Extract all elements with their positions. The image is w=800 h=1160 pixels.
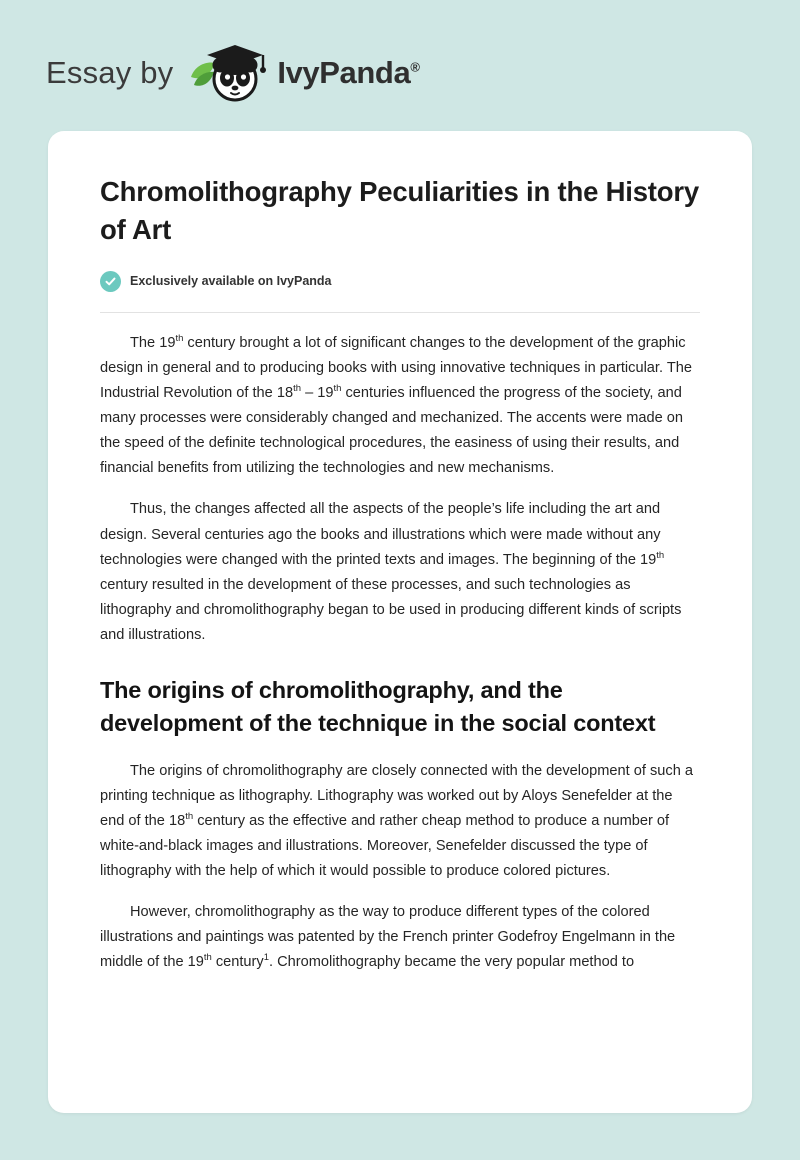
brand-name-text: IvyPanda: [277, 55, 411, 90]
document-card: [48, 131, 752, 1113]
brand-name-label: [277, 55, 419, 91]
paragraph-4: However, chromolithography as the way to produce different types of the colored illustrations and paintings was patented by the French printer Godefroy Engelmann in the middle of the 19th century$^1$. Chromolithography became the very popular method to: [100, 904, 676, 971]
title-divider: [100, 312, 700, 313]
exclusive-badge: [100, 271, 700, 292]
paragraph-1: The 19th century brought a lot of significant changes to the development of the graphic design in general and to producing books with using innovative techniques in particular. The Industrial Revolution of the 18th – 19th centuries influenced the progress of the society, and many processes were considerably changed and mechanized. The accents were made on the speed of the definite technological procedures, the easiness of using their results, and financial benefits from utilizing the technologies and new mechanisms.: [100, 333, 692, 477]
check-circle-icon: [100, 271, 121, 292]
ivypanda-logo[interactable]: [185, 41, 419, 105]
exclusive-badge-label: Exclusively available on IvyPanda: [130, 274, 332, 289]
paragraph-2: Thus, the changes affected all the aspects of the people’s life including the art and design. Several centuries ago the books and illustrations which were made without any technologies were changed with the printed texts and images. The beginning of the 19th century resulted in the development of these processes, and such technologies as lithography and chromolithography began to be used in producing different kinds of scripts and illustrations.: [100, 501, 682, 643]
panda-graduation-cap-logo-icon: [185, 41, 271, 105]
paragraph-3: The origins of chromolithography are closely connected with the development of such a printing technique as lithography. Lithography was worked out by Aloys Senefelder at the end of the 18th century as the effective and rather cheap method to produce a number of white-and-black images and illustrations. Moreover, Senefelder discussed the type of lithography with the help of which it would possible to produce colored pictures.: [100, 762, 693, 880]
page-title: Chromolithography Peculiarities in the History of Art: [100, 176, 699, 245]
section-heading: The origins of chromolithography, and the development of the technique in the social context: [100, 677, 656, 737]
site-brand-header: [0, 0, 800, 110]
essay-by-label: Essay by: [46, 55, 174, 90]
registered-mark: ®: [410, 59, 420, 75]
